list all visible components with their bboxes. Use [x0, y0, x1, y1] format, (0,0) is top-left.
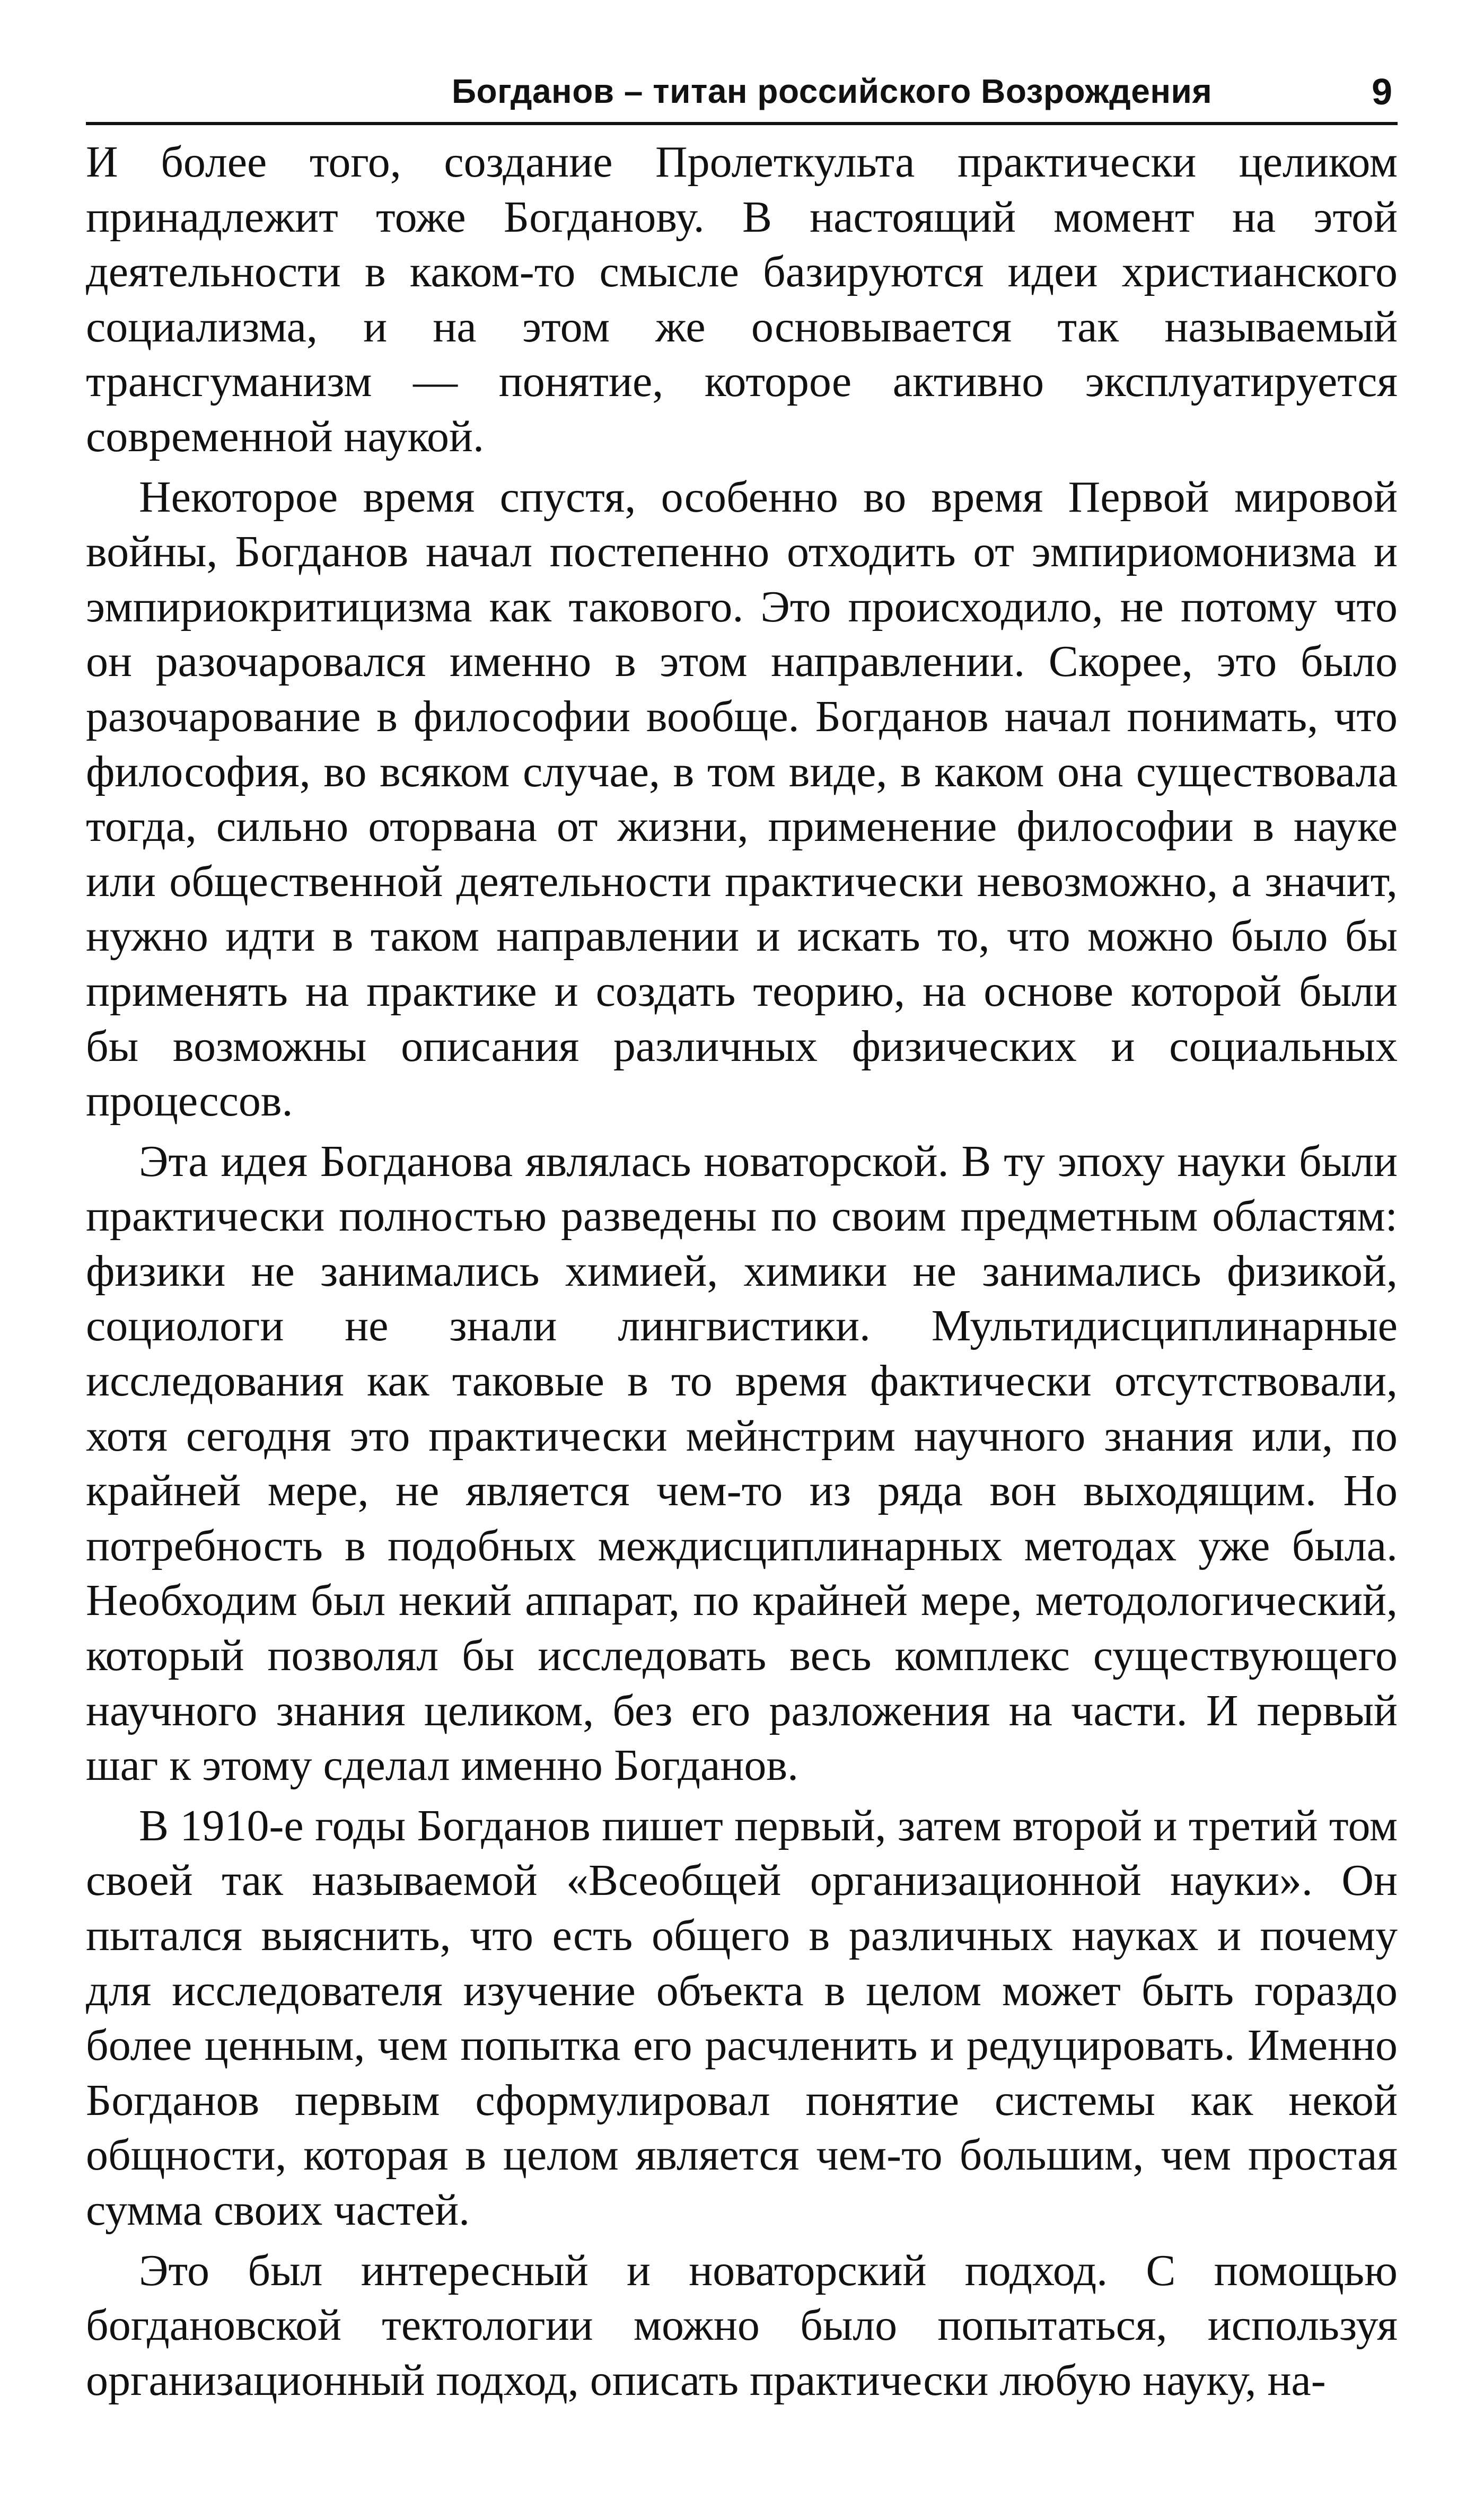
- paragraph-4: В 1910-е годы Богданов пишет первый, затем второй и третий том своей так называемой «Всеобщей организационной науки». Он пытался выяснить, что есть общего в различных науках и почему для исследователя изучение объекта в целом может быть гораздо более ценным, чем попытка его расчленить и редуцировать. Именно Богданов первым сформулировал понятие системы как некой общности, которая в целом является чем-то большим, чем простая сумма своих частей.: [86, 1801, 1398, 2235]
- paragraph-2: Некоторое время спустя, особенно во время Первой мировой войны, Богданов начал постепенно отходить от эмпириомонизма и эмпириокритицизма как такового. Это происходило, не потому что он разочаровался именно в этом направлении. Скорее, это было разочарование в философии вообще. Богданов начал понимать, что философия, во всяком случае, в том виде, в каком она существовала тогда, сильно оторвана от жизни, применение философии в науке или общественной деятельности практически невозможно, а значит, нужно идти в таком направлении и искать то, что можно было бы применять на практике и создать теорию, на основе которой были бы возможны описания различных физических и социальных процессов.: [86, 472, 1398, 1126]
- paragraph-5: Это был интересный и новаторский подход. С помощью богдановской тектологии можно было попытаться, используя организационный подход, описать практически любую науку, на-: [86, 2245, 1398, 2405]
- book-page: [86, 66, 1398, 2408]
- paragraph-3: Эта идея Богданова являлась новаторской. В ту эпоху науки были практически полностью разведены по своим предметным областям: физики не занимались химией, химики не занимались физикой, социологи не знали лингвистики. Мультидисциплинарные исследования как таковые в то время фактически отсутствовали, хотя сегодня это практически мейнстрим научного знания или, по крайней мере, не является чем-то из ряда вон выходящим. Но потребность в подобных междисциплинарных методах уже была. Необходим был некий аппарат, по крайней мере, методологический, который позволял бы исследовать весь комплекс существующего научного знания целиком, без его разложения на части. И первый шаг к этому сделал именно Богданов.: [86, 1136, 1398, 1790]
- running-title: Богданов – титан российского Возрождения: [452, 72, 1213, 110]
- paragraph-1: И более того, создание Пролеткульта практически целиком принадлежит тоже Богданову. В настоящий момент на этой деятельности в каком-то смысле базируются идеи христианского социализма, и на этом же основывается так называемый трансгуманизм — понятие, которое активно эксплуатируется современной наукой.: [86, 137, 1398, 461]
- body-text: [86, 135, 1398, 2408]
- running-head: [86, 66, 1398, 125]
- page-number: 9: [1372, 71, 1392, 112]
